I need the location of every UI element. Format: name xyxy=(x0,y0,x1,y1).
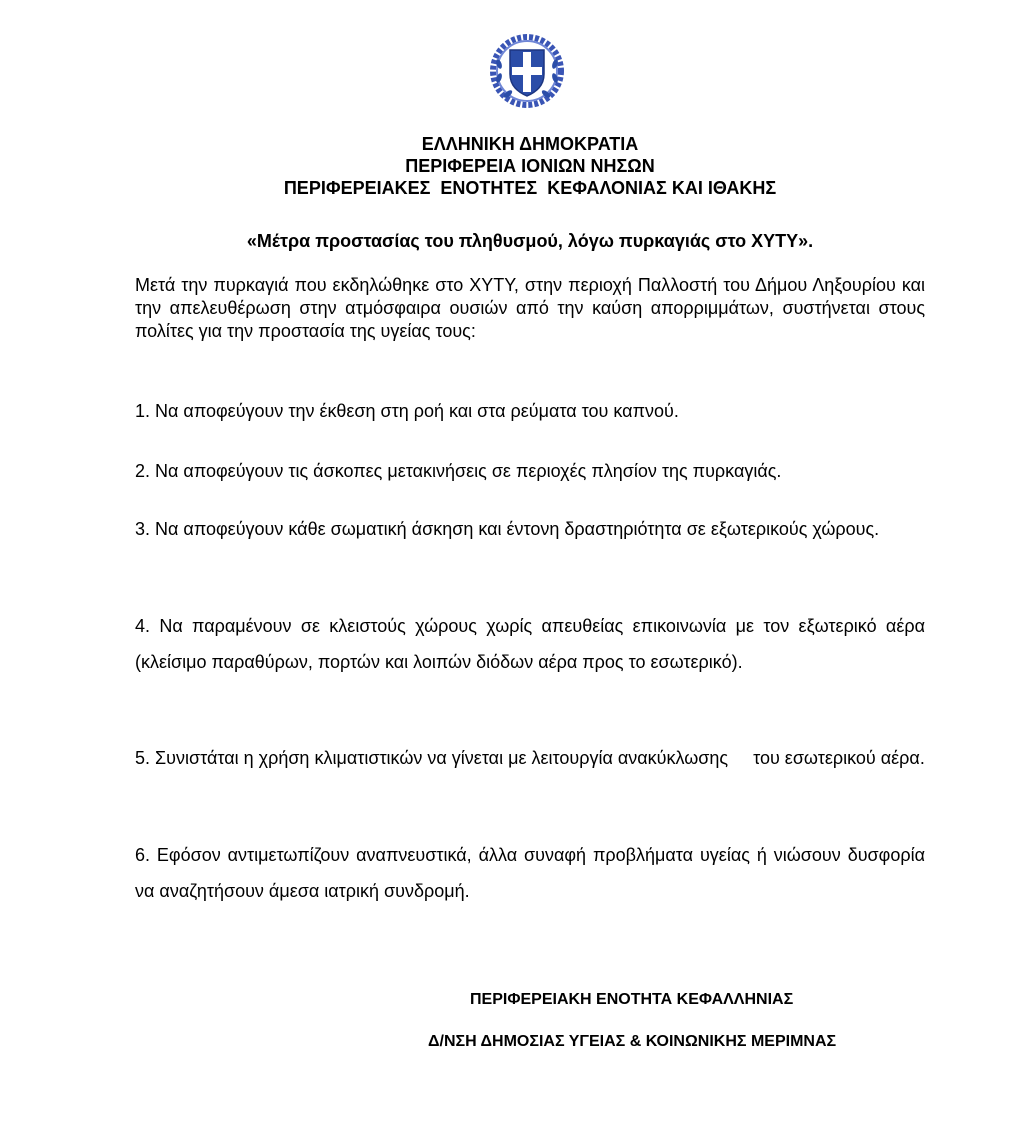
measure-item-1: 1. Να αποφεύγουν την έκθεση στη ροή και στα ρεύματα του καπνού. xyxy=(135,401,679,421)
measure-item-3: 3. Να αποφεύγουν κάθε σωματική άσκηση και έντονη δραστηριότητα σε εξωτερικούς χώρους. xyxy=(135,519,880,539)
signature-regional-unit: ΠΕΡΙΦΕΡΕΙΑΚΗ ΕΝΟΤΗΤΑ ΚΕΦΑΛΛΗΝΙΑΣ xyxy=(470,991,794,1008)
header-regional-units: ΠΕΡΙΦΕΡΕΙΑΚΕΣ ΕΝΟΤΗΤΕΣ ΚΕΦΑΛΟΝΙΑΣ ΚΑΙ ΙΘΑΚΗΣ xyxy=(283,178,777,198)
header-region: ΠΕΡΙΦΕΡΕΙΑ ΙΟΝΙΩΝ ΝΗΣΩΝ xyxy=(405,156,655,176)
greek-coat-of-arms-icon xyxy=(490,34,564,108)
document-title: «Μέτρα προστασίας του πληθυσμού, λόγω πυρκαγιάς στο ΧΥΤΥ». xyxy=(246,231,814,251)
coat-of-arms-graphic xyxy=(490,34,564,108)
measure-item-2: 2. Να αποφεύγουν τις άσκοπες μετακινήσεις σε περιοχές πλησίον της πυρκαγιάς. xyxy=(135,461,782,481)
header-country: ΕΛΛΗΝΙΚΗ ΔΗΜΟΚΡΑΤΙΑ xyxy=(421,134,639,154)
measure-item-5: 5. Συνιστάται η χρήση κλιματιστικών να γίνεται με λειτουργία ανακύκλωσης του εσωτερικού αέρα. xyxy=(135,748,925,768)
intro-paragraph: Μετά την πυρκαγιά που εκδηλώθηκε στο ΧΥΤΥ, στην περιοχή Παλλοστή του Δήμου Ληξουρίου και την απελευθέρωση στην ατμόσφαιρα ουσιών από την καύση απορριμμάτων, συστήνεται στους πολίτες για την προστασία της υγείας τους: xyxy=(135,275,925,341)
signature-directorate: Δ/ΝΣΗ ΔΗΜΟΣΙΑΣ ΥΓΕΙΑΣ & ΚΟΙΝΩΝΙΚΗΣ ΜΕΡΙΜΝΑΣ xyxy=(428,1033,837,1050)
measure-item-6: 6. Εφόσον αντιμετωπίζουν αναπνευστικά, άλλα συναφή προβλήματα υγείας ή νιώσουν δυσφορία να αναζητήσουν άμεσα ιατρική συνδρομή. xyxy=(135,845,925,901)
document-header xyxy=(0,133,1020,199)
measure-item-4: 4. Να παραμένουν σε κλειστούς χώρους χωρίς απευθείας επικοινωνία με τον εξωτερικό αέρα (κλείσιμο παραθύρων, πορτών και λοιπών διόδων αέρα προς το εσωτερικό). xyxy=(135,616,925,672)
